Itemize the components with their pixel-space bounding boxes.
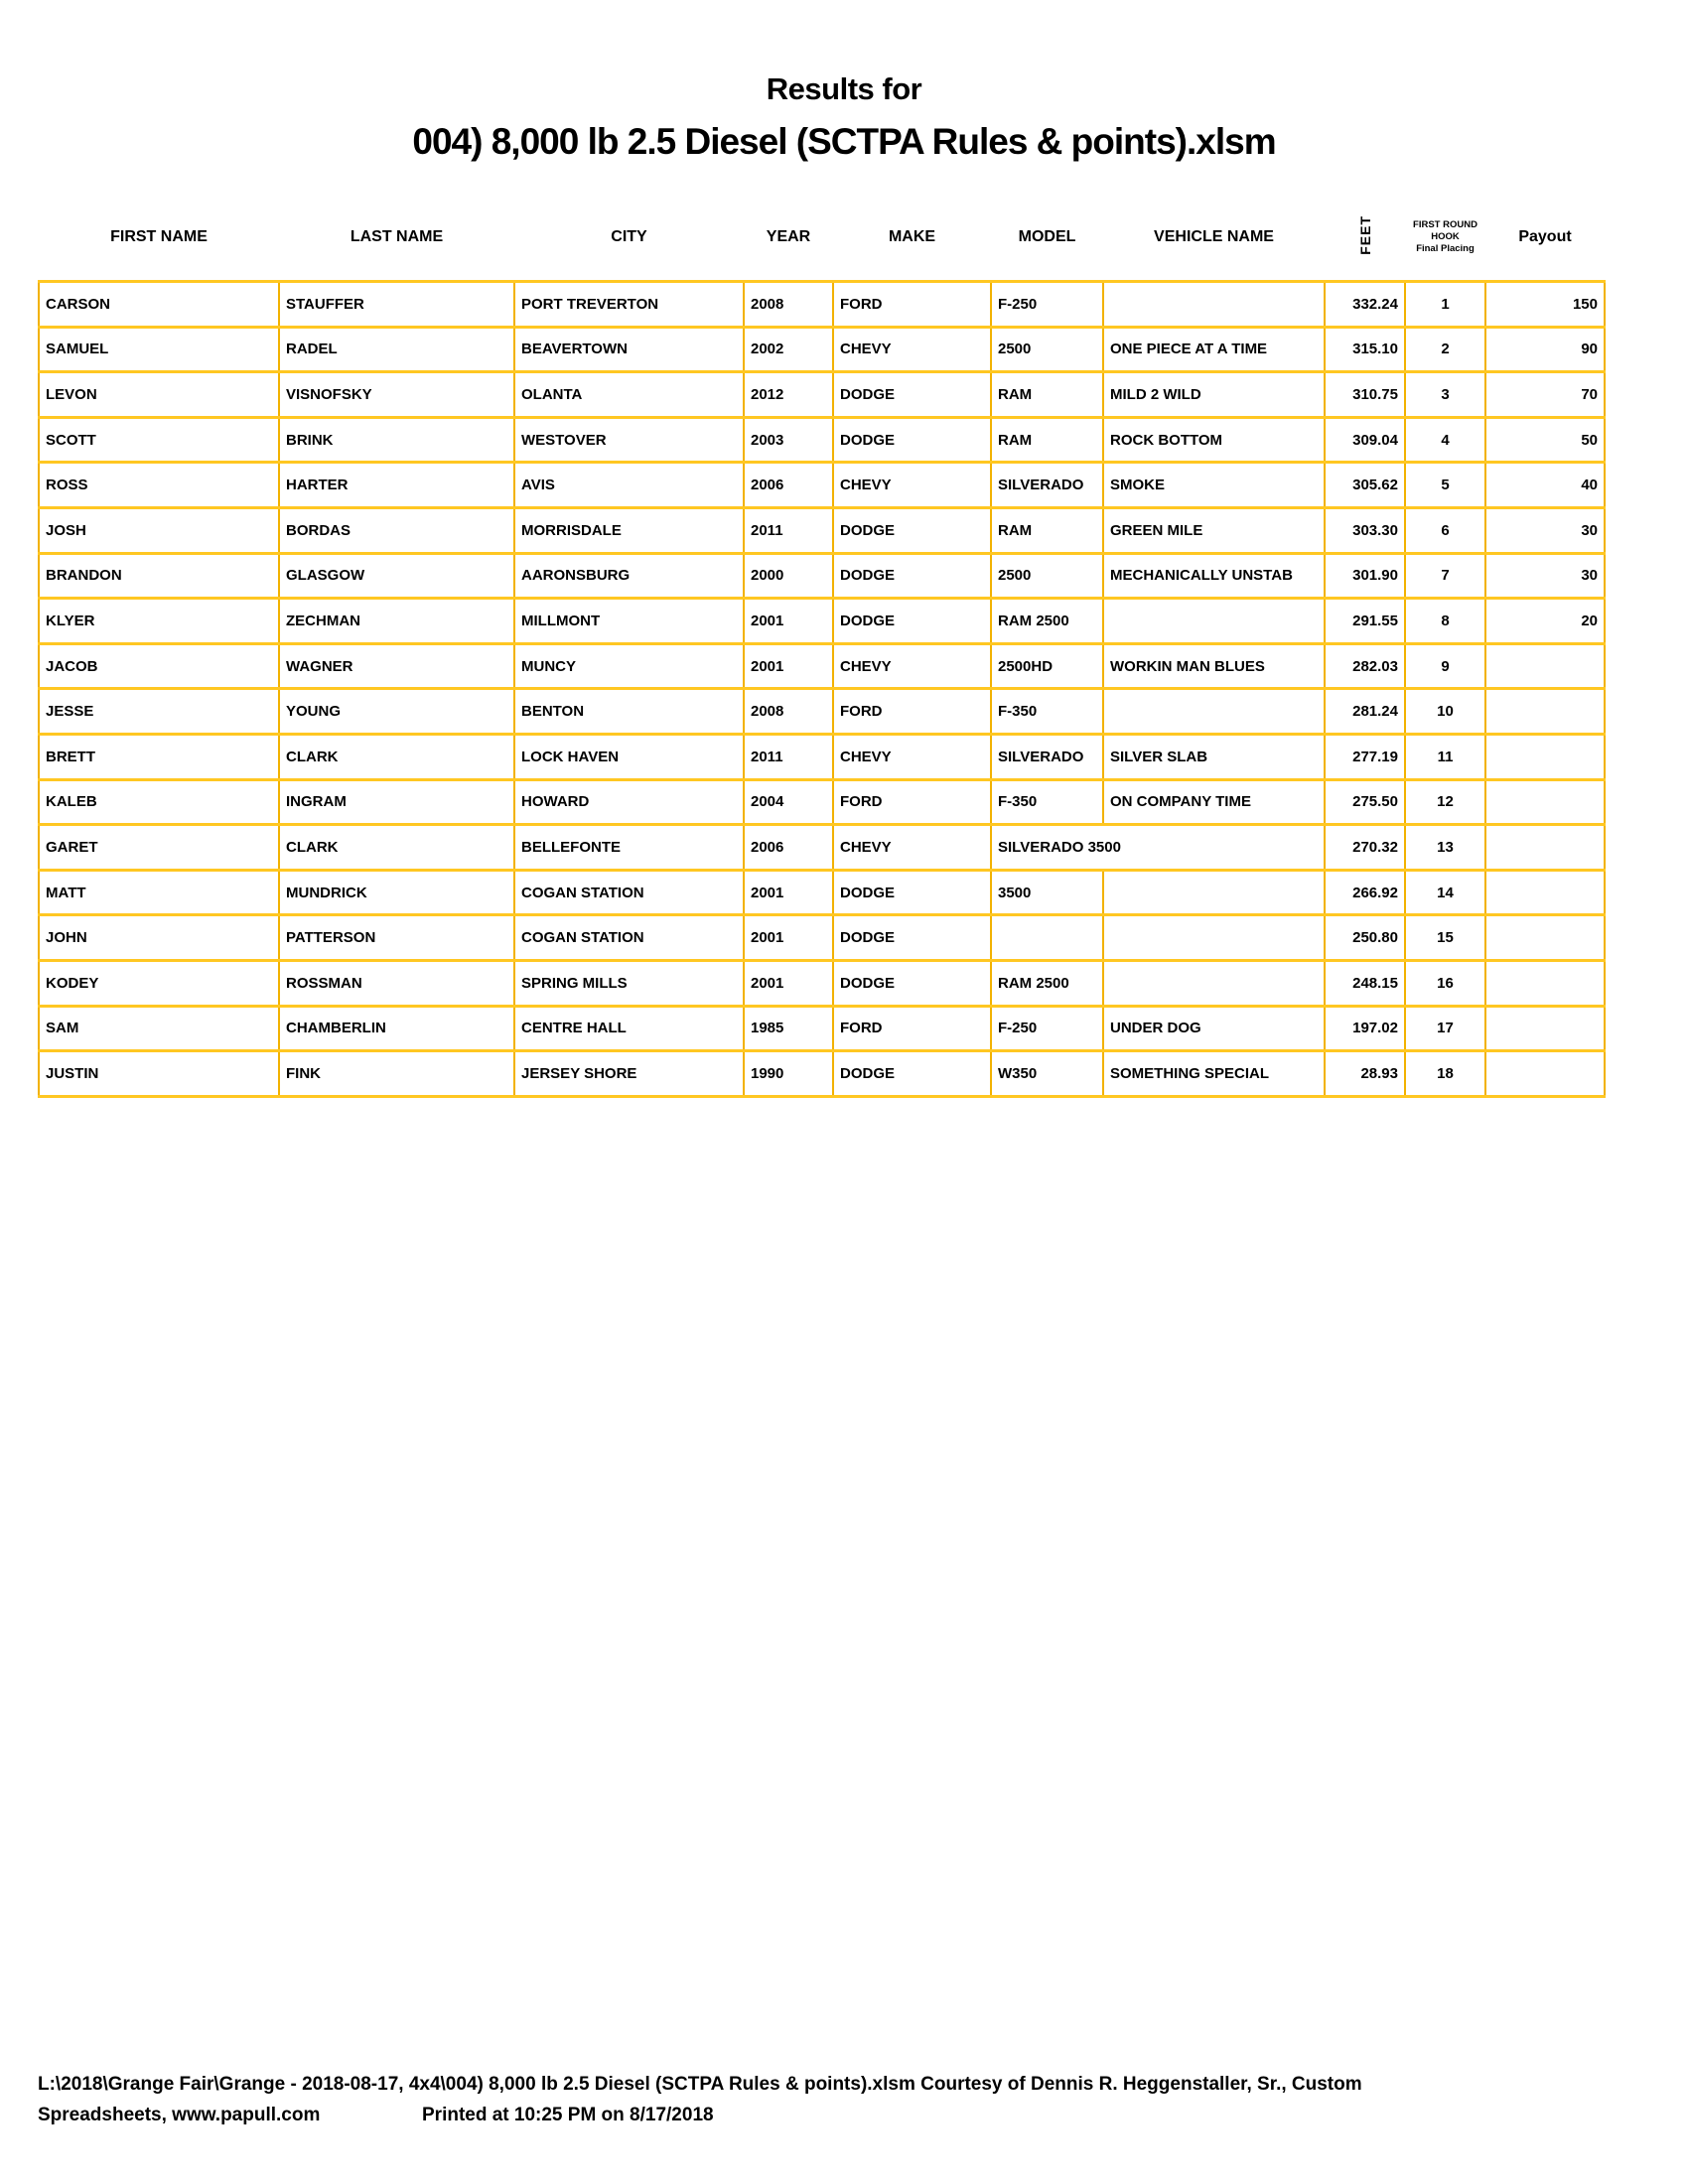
cell-feet: 310.75 [1325, 372, 1405, 418]
cell-year: 2011 [744, 507, 833, 553]
cell-placing: 8 [1405, 599, 1485, 644]
cell-payout: 70 [1485, 372, 1605, 418]
cell-feet: 303.30 [1325, 507, 1405, 553]
cell-city: MUNCY [514, 643, 744, 689]
cell-feet: 282.03 [1325, 643, 1405, 689]
cell-year: 1985 [744, 1006, 833, 1051]
cell-vehicle-name [1103, 960, 1325, 1006]
cell-year: 2004 [744, 779, 833, 825]
cell-year: 2001 [744, 915, 833, 961]
cell-placing: 18 [1405, 1051, 1485, 1097]
cell-year: 2001 [744, 643, 833, 689]
cell-year: 2006 [744, 463, 833, 508]
cell-payout [1485, 734, 1605, 779]
cell-feet: 315.10 [1325, 327, 1405, 372]
cell-last-name: GLASGOW [279, 553, 514, 599]
table-row [39, 463, 1605, 508]
cell-model: F-250 [991, 1006, 1103, 1051]
cell-city: COGAN STATION [514, 870, 744, 915]
cell-last-name: CLARK [279, 734, 514, 779]
cell-make: DODGE [833, 1051, 991, 1097]
cell-feet: 28.93 [1325, 1051, 1405, 1097]
cell-first-name: JESSE [39, 689, 279, 735]
cell-year: 2001 [744, 960, 833, 1006]
table-row [39, 417, 1605, 463]
cell-placing: 9 [1405, 643, 1485, 689]
cell-vehicle-name: MILD 2 WILD [1103, 372, 1325, 418]
cell-payout [1485, 870, 1605, 915]
cell-first-name: JOHN [39, 915, 279, 961]
table-row [39, 779, 1605, 825]
cell-model [991, 915, 1103, 961]
table-row [39, 734, 1605, 779]
cell-year: 2011 [744, 734, 833, 779]
cell-city: PORT TREVERTON [514, 282, 744, 328]
col-header-city: CITY [611, 228, 647, 245]
feet-vertical-label: FEET [1356, 214, 1373, 255]
cell-feet: 291.55 [1325, 599, 1405, 644]
table-row [39, 553, 1605, 599]
col-header-placing [1405, 195, 1485, 282]
cell-payout: 40 [1485, 463, 1605, 508]
cell-model: RAM [991, 507, 1103, 553]
cell-make: DODGE [833, 599, 991, 644]
table-row [39, 870, 1605, 915]
cell-model: F-350 [991, 779, 1103, 825]
cell-year: 2008 [744, 689, 833, 735]
cell-vehicle-name: WORKIN MAN BLUES [1103, 643, 1325, 689]
cell-vehicle-name: ON COMPANY TIME [1103, 779, 1325, 825]
cell-placing: 14 [1405, 870, 1485, 915]
cell-first-name: KODEY [39, 960, 279, 1006]
cell-last-name: CLARK [279, 825, 514, 871]
cell-feet: 277.19 [1325, 734, 1405, 779]
cell-placing: 15 [1405, 915, 1485, 961]
table-row [39, 327, 1605, 372]
cell-model: RAM [991, 372, 1103, 418]
cell-vehicle-name: ONE PIECE AT A TIME [1103, 327, 1325, 372]
report-footer [38, 2069, 1656, 2130]
cell-feet: 250.80 [1325, 915, 1405, 961]
cell-placing: 6 [1405, 507, 1485, 553]
cell-last-name: STAUFFER [279, 282, 514, 328]
cell-feet: 270.32 [1325, 825, 1405, 871]
cell-vehicle-name [1103, 915, 1325, 961]
cell-first-name: SCOTT [39, 417, 279, 463]
cell-payout [1485, 1006, 1605, 1051]
table-row [39, 689, 1605, 735]
cell-model: RAM [991, 417, 1103, 463]
cell-payout [1485, 915, 1605, 961]
cell-first-name: CARSON [39, 282, 279, 328]
cell-make: FORD [833, 689, 991, 735]
cell-make: FORD [833, 779, 991, 825]
cell-city: HOWARD [514, 779, 744, 825]
table-row [39, 1006, 1605, 1051]
cell-make: CHEVY [833, 463, 991, 508]
cell-make: CHEVY [833, 825, 991, 871]
cell-year: 2002 [744, 327, 833, 372]
placing-label-line1: FIRST ROUND [1413, 219, 1477, 230]
footer-line2 [38, 2100, 1656, 2130]
cell-model: F-350 [991, 689, 1103, 735]
cell-vehicle-name [1103, 599, 1325, 644]
cell-vehicle-name [1103, 689, 1325, 735]
cell-model: RAM 2500 [991, 599, 1103, 644]
cell-first-name: SAMUEL [39, 327, 279, 372]
cell-city: BELLEFONTE [514, 825, 744, 871]
cell-first-name: BRANDON [39, 553, 279, 599]
cell-payout: 30 [1485, 553, 1605, 599]
cell-placing: 7 [1405, 553, 1485, 599]
table-row [39, 915, 1605, 961]
cell-model: F-250 [991, 282, 1103, 328]
cell-city: BEAVERTOWN [514, 327, 744, 372]
cell-model: 2500 [991, 553, 1103, 599]
cell-year: 2001 [744, 870, 833, 915]
cell-vehicle-name [1103, 282, 1325, 328]
col-header-payout: Payout [1518, 228, 1572, 245]
cell-year: 2003 [744, 417, 833, 463]
cell-year: 2008 [744, 282, 833, 328]
cell-last-name: CHAMBERLIN [279, 1006, 514, 1051]
report-title-line1: Results for [766, 71, 922, 106]
cell-payout: 30 [1485, 507, 1605, 553]
cell-placing: 13 [1405, 825, 1485, 871]
cell-placing: 10 [1405, 689, 1485, 735]
cell-placing: 3 [1405, 372, 1485, 418]
cell-vehicle-name: MECHANICALLY UNSTAB [1103, 553, 1325, 599]
cell-year: 2006 [744, 825, 833, 871]
cell-year: 1990 [744, 1051, 833, 1097]
cell-payout: 150 [1485, 282, 1605, 328]
table-row [39, 825, 1605, 871]
table-row [39, 282, 1605, 328]
cell-payout [1485, 689, 1605, 735]
cell-make: CHEVY [833, 734, 991, 779]
cell-city: MORRISDALE [514, 507, 744, 553]
col-header-make: MAKE [888, 228, 936, 245]
cell-last-name: HARTER [279, 463, 514, 508]
cell-first-name: SAM [39, 1006, 279, 1051]
cell-model: RAM 2500 [991, 960, 1103, 1006]
cell-model: SILVERADO [991, 734, 1103, 779]
cell-vehicle-name: SMOKE [1103, 463, 1325, 508]
cell-model: 3500 [991, 870, 1103, 915]
cell-vehicle-name: SILVER SLAB [1103, 734, 1325, 779]
cell-first-name: JACOB [39, 643, 279, 689]
footer-line1: L:\2018\Grange Fair\Grange - 2018-08-17, 4x4\004) 8,000 lb 2.5 Diesel (SCTPA Rules & points).xlsm Courtesy of Dennis R. Heggenstaller, Sr., Custom [38, 2074, 1362, 2095]
cell-placing: 4 [1405, 417, 1485, 463]
results-table-header [39, 195, 1605, 282]
cell-year: 2012 [744, 372, 833, 418]
cell-feet: 197.02 [1325, 1006, 1405, 1051]
cell-last-name: BRINK [279, 417, 514, 463]
cell-city: AVIS [514, 463, 744, 508]
cell-last-name: FINK [279, 1051, 514, 1097]
cell-last-name: MUNDRICK [279, 870, 514, 915]
cell-payout: 20 [1485, 599, 1605, 644]
cell-last-name: BORDAS [279, 507, 514, 553]
cell-placing: 12 [1405, 779, 1485, 825]
cell-payout [1485, 779, 1605, 825]
cell-feet: 275.50 [1325, 779, 1405, 825]
cell-first-name: BRETT [39, 734, 279, 779]
cell-placing: 16 [1405, 960, 1485, 1006]
cell-last-name: ZECHMAN [279, 599, 514, 644]
cell-feet: 332.24 [1325, 282, 1405, 328]
placing-label-line3: Final Placing [1416, 243, 1475, 254]
cell-first-name: KLYER [39, 599, 279, 644]
cell-city: SPRING MILLS [514, 960, 744, 1006]
results-table [38, 195, 1606, 1098]
cell-last-name: INGRAM [279, 779, 514, 825]
header-row [39, 195, 1605, 282]
cell-make: DODGE [833, 417, 991, 463]
cell-last-name: ROSSMAN [279, 960, 514, 1006]
col-header-model: MODEL [1018, 228, 1076, 245]
table-row [39, 643, 1605, 689]
cell-model: SILVERADO 3500 [991, 825, 1325, 871]
cell-city: LOCK HAVEN [514, 734, 744, 779]
cell-model: W350 [991, 1051, 1103, 1097]
cell-payout: 50 [1485, 417, 1605, 463]
col-header-year: YEAR [766, 228, 811, 245]
cell-make: DODGE [833, 960, 991, 1006]
cell-city: COGAN STATION [514, 915, 744, 961]
cell-model: 2500 [991, 327, 1103, 372]
cell-make: CHEVY [833, 327, 991, 372]
cell-payout [1485, 825, 1605, 871]
cell-city: WESTOVER [514, 417, 744, 463]
cell-year: 2000 [744, 553, 833, 599]
footer-credit: Spreadsheets, www.papull.com [38, 2105, 321, 2125]
table-row [39, 372, 1605, 418]
cell-first-name: MATT [39, 870, 279, 915]
cell-feet: 266.92 [1325, 870, 1405, 915]
cell-last-name: RADEL [279, 327, 514, 372]
cell-make: CHEVY [833, 643, 991, 689]
col-header-vehicle-name: VEHICLE NAME [1154, 228, 1274, 245]
col-header-feet [1325, 195, 1405, 282]
cell-city: BENTON [514, 689, 744, 735]
cell-placing: 2 [1405, 327, 1485, 372]
cell-placing: 1 [1405, 282, 1485, 328]
cell-city: JERSEY SHORE [514, 1051, 744, 1097]
cell-first-name: GARET [39, 825, 279, 871]
cell-feet: 309.04 [1325, 417, 1405, 463]
cell-placing: 11 [1405, 734, 1485, 779]
cell-vehicle-name: GREEN MILE [1103, 507, 1325, 553]
footer-printed-timestamp: Printed at 10:25 PM on 8/17/2018 [422, 2105, 714, 2125]
cell-make: DODGE [833, 507, 991, 553]
cell-payout [1485, 643, 1605, 689]
cell-feet: 305.62 [1325, 463, 1405, 508]
cell-city: OLANTA [514, 372, 744, 418]
cell-last-name: VISNOFSKY [279, 372, 514, 418]
cell-vehicle-name: SOMETHING SPECIAL [1103, 1051, 1325, 1097]
cell-payout: 90 [1485, 327, 1605, 372]
cell-placing: 5 [1405, 463, 1485, 508]
cell-payout [1485, 1051, 1605, 1097]
cell-first-name: ROSS [39, 463, 279, 508]
cell-vehicle-name: ROCK BOTTOM [1103, 417, 1325, 463]
cell-last-name: WAGNER [279, 643, 514, 689]
cell-feet: 248.15 [1325, 960, 1405, 1006]
cell-make: DODGE [833, 915, 991, 961]
cell-feet: 301.90 [1325, 553, 1405, 599]
cell-vehicle-name: UNDER DOG [1103, 1006, 1325, 1051]
col-header-last-name: LAST NAME [350, 228, 444, 245]
cell-first-name: LEVON [39, 372, 279, 418]
table-row [39, 507, 1605, 553]
cell-make: FORD [833, 1006, 991, 1051]
cell-city: MILLMONT [514, 599, 744, 644]
table-row [39, 960, 1605, 1006]
cell-make: DODGE [833, 553, 991, 599]
report-title-line2: 004) 8,000 lb 2.5 Diesel (SCTPA Rules & points).xlsm [412, 121, 1276, 162]
cell-last-name: PATTERSON [279, 915, 514, 961]
cell-first-name: JUSTIN [39, 1051, 279, 1097]
table-row [39, 1051, 1605, 1097]
cell-feet: 281.24 [1325, 689, 1405, 735]
results-table-body [39, 282, 1605, 1097]
cell-model: 2500HD [991, 643, 1103, 689]
cell-payout [1485, 960, 1605, 1006]
cell-first-name: JOSH [39, 507, 279, 553]
col-header-first-name: FIRST NAME [110, 228, 208, 245]
cell-vehicle-name [1103, 870, 1325, 915]
cell-model: SILVERADO [991, 463, 1103, 508]
cell-make: DODGE [833, 870, 991, 915]
placing-label-line2: HOOK [1431, 231, 1460, 242]
table-row [39, 599, 1605, 644]
cell-first-name: KALEB [39, 779, 279, 825]
cell-make: DODGE [833, 372, 991, 418]
cell-city: AARONSBURG [514, 553, 744, 599]
cell-year: 2001 [744, 599, 833, 644]
cell-city: CENTRE HALL [514, 1006, 744, 1051]
cell-make: FORD [833, 282, 991, 328]
cell-placing: 17 [1405, 1006, 1485, 1051]
cell-last-name: YOUNG [279, 689, 514, 735]
